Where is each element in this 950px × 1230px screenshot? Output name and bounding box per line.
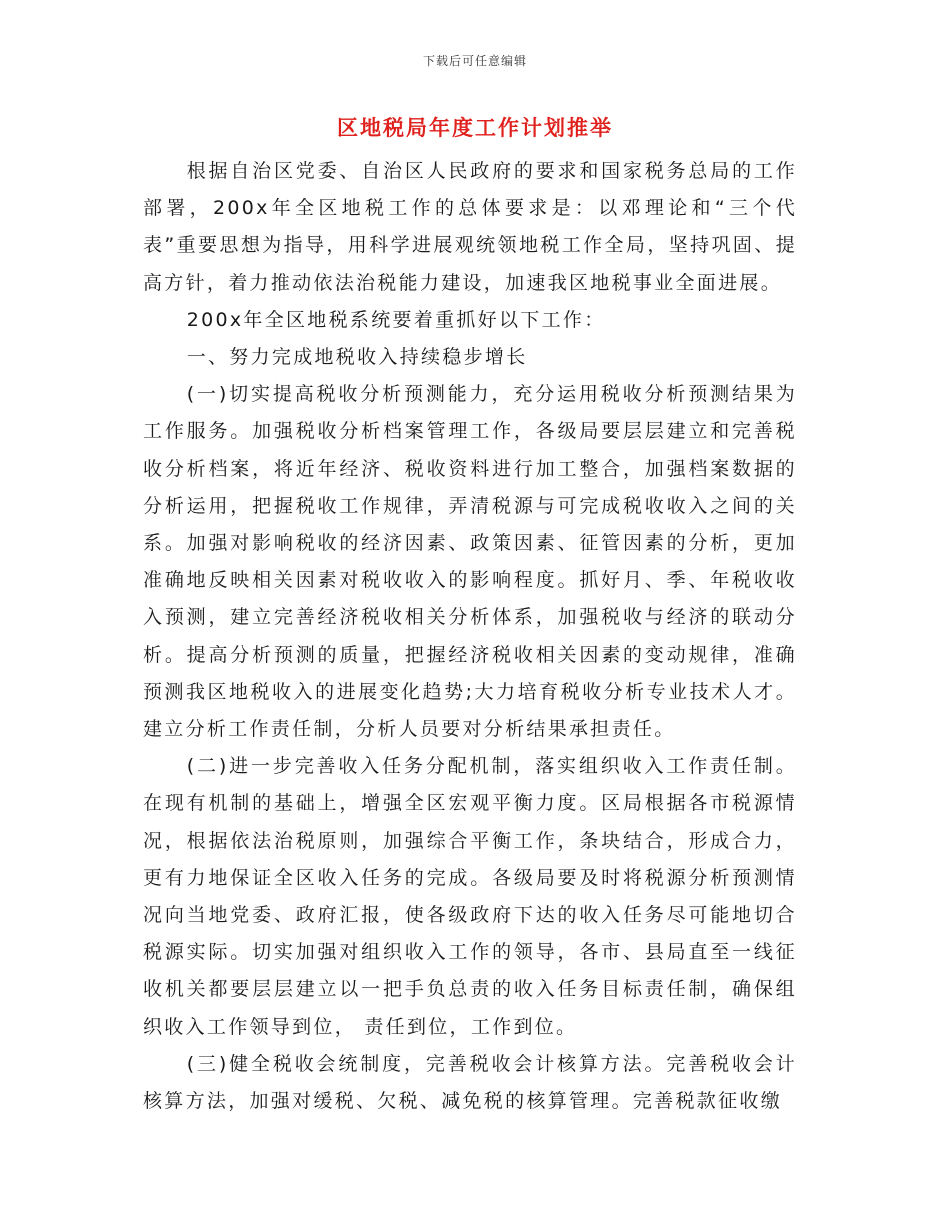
document-title: 区地税局年度工作计划推举 <box>337 116 613 140</box>
paragraph-work-list: 200x年全区地税系统要着重抓好以下工作： <box>186 308 606 331</box>
paragraph-item-3: (三)健全税收会统制度，完善税收会计核算方法。完善税收会计核算方法，加强对缓税、欠税、减免税的核算管理。完善税款征收缴 <box>143 1052 797 1113</box>
paragraph-item-1: (一)切实提高税收分析预测能力，充分运用税收分析预测结果为工作服务。加强税收分析档案管理工作，各级局要层层建立和完善税收分析档案，将近年经济、税收资料进行加工整合，加强档案数据的分析运用，把握税收工作规律，弄清税源与可完成税收收入之间的关系。加强对影响税收的经济因素、政策因素、征管因素的分析，更加准确地反映相关因素对税收收入的影响程度。抓好月、季、年税收收入预测，建立完善经济税收相关分析体系，加强税收与经济的联动分析。提高分析预测的质量，把握经济税收相关因素的变动规律，准确预测我区地税收入的进展变化趋势;大力培育税收分析专业技术人才。建立分析工作责任制，分析人员要对分析结果承担责任。 <box>143 383 797 741</box>
paragraph-intro: 根据自治区党委、自治区人民政府的要求和国家税务总局的工作部署，200x年全区地税工作的总体要求是：以邓理论和“三个代表”重要思想为指导，用科学进展观统领地税工作全局，坚持巩固、提高方针，着力推动依法治税能力建设，加速我区地税事业全面进展。 <box>143 160 797 294</box>
paragraph-item-2: (二)进一步完善收入任务分配机制，落实组织收入工作责任制。在现有机制的基础上，增强全区宏观平衡力度。区局根据各市税源情况，根据依法治税原则，加强综合平衡工作，条块结合，形成合力，更有力地保证全区收入任务的完成。各级局要及时将税源分析预测情况向当地党委、政府汇报，使各级政府下达的收入任务尽可能地切合税源实际。切实加强对组织收入工作的领导，各市、县局直至一线征收机关都要层层建立以一把手负总责的收入任务目标责任制，确保组织收入工作领导到位， 责任到位，工作到位。 <box>143 755 797 1038</box>
header-note: 下载后可任意编辑 <box>422 54 527 68</box>
document-body <box>143 153 797 1120</box>
section-heading-1: 一、努力完成地税收入持续稳步增长 <box>186 346 528 369</box>
